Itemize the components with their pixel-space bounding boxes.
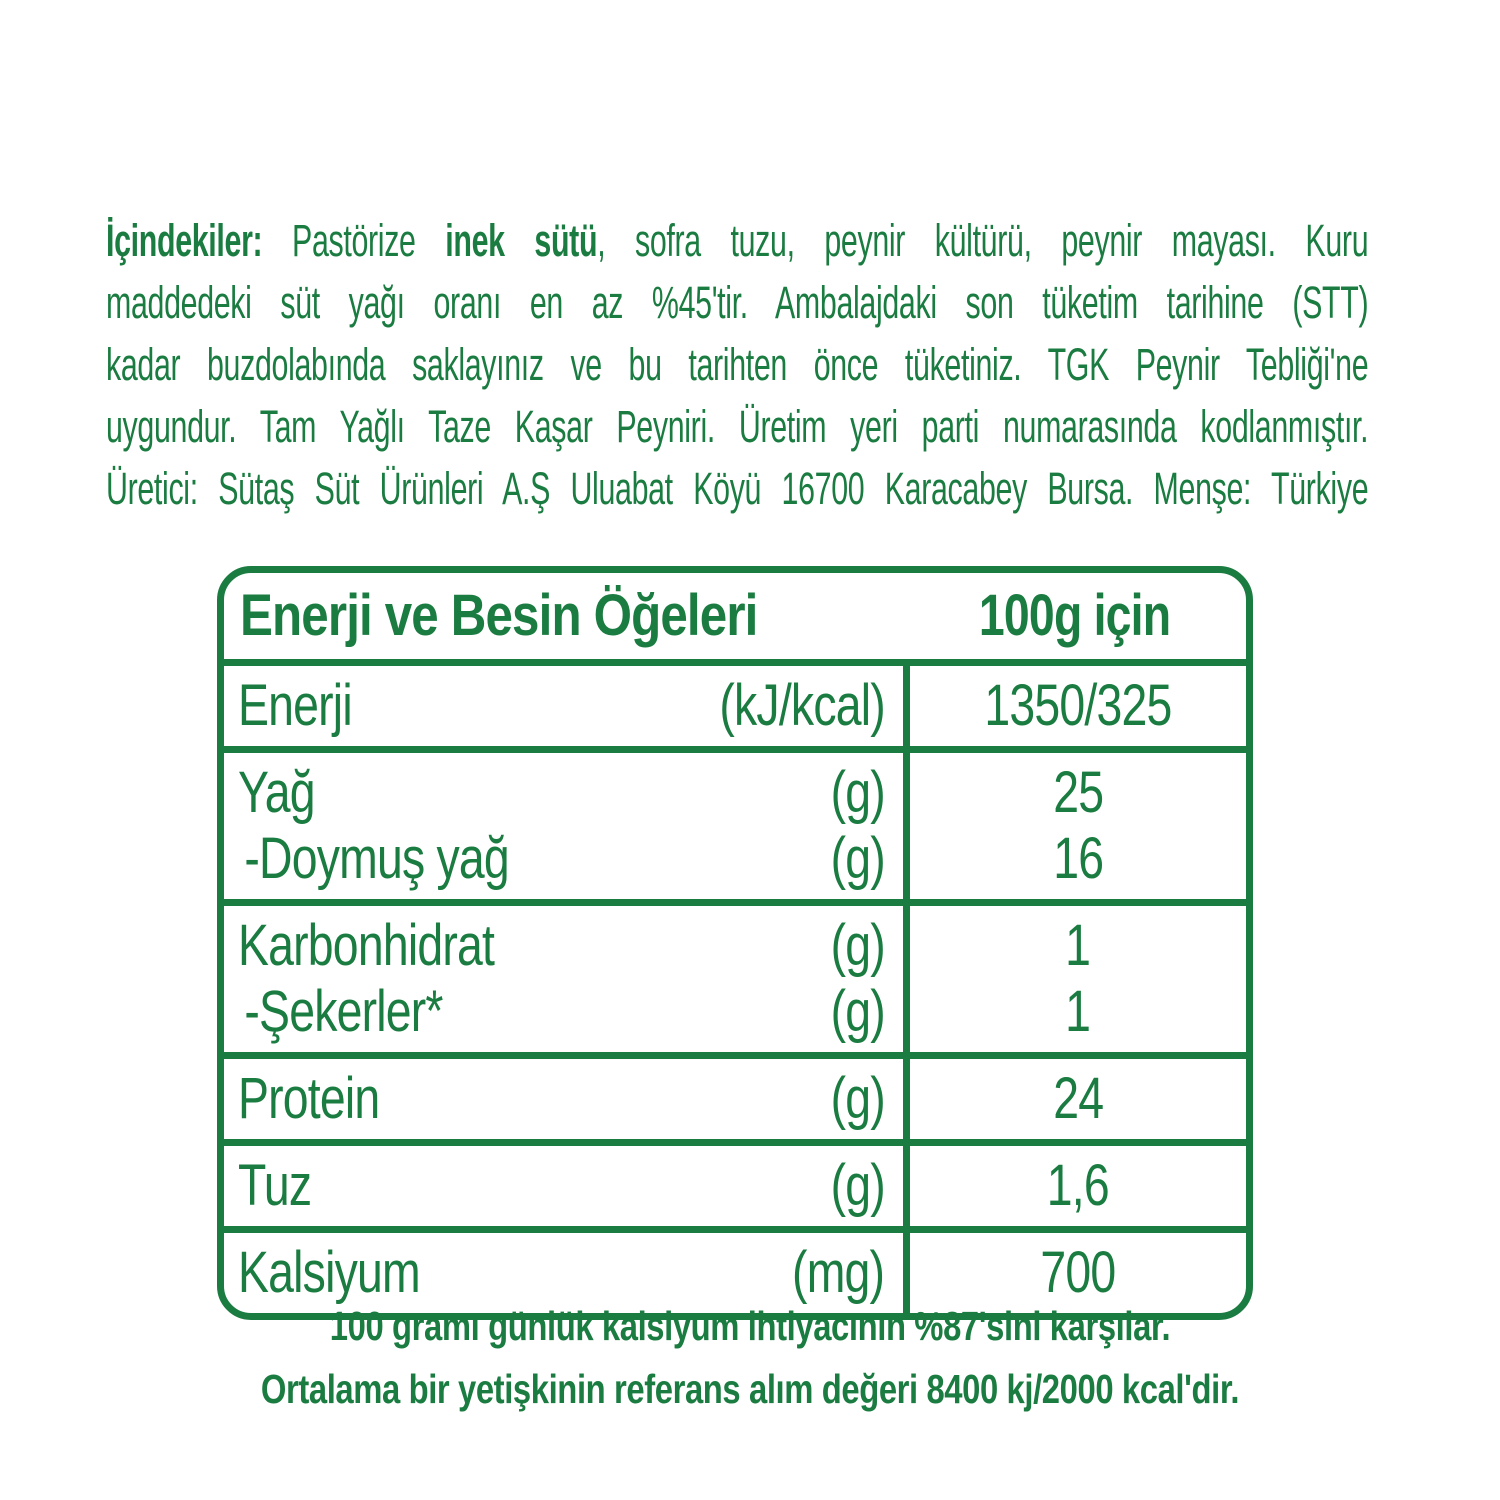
row-label-cell bbox=[224, 906, 903, 1052]
row-unit: (g) bbox=[830, 1153, 885, 1218]
row-line-sub bbox=[238, 979, 885, 1045]
table-header-title bbox=[224, 583, 903, 649]
row-line bbox=[238, 1066, 885, 1132]
ingredients-bold-milk: inek sütü bbox=[445, 215, 598, 266]
table-header-title-text: Enerji ve Besin Öğeleri bbox=[240, 583, 758, 648]
row-unit: (mg) bbox=[792, 1240, 885, 1305]
ingredients-text: Pastörize bbox=[262, 215, 446, 266]
footnote-calcium: 100 gramı günlük kalsiyum ihtiyacının %87'sini karşılar. bbox=[329, 1303, 1171, 1349]
row-label: -Doymuş yağ bbox=[244, 826, 509, 891]
table-row-protein bbox=[224, 1052, 1246, 1139]
row-value-cell bbox=[903, 666, 1246, 746]
row-value-cell bbox=[903, 1233, 1246, 1313]
row-value: 1350/325 bbox=[984, 673, 1172, 738]
ingredients-line-1 bbox=[106, 210, 1368, 272]
ingredients-text: , sofra tuzu, peynir kültürü, peynir mayası. Kuru bbox=[597, 215, 1369, 266]
ingredients-line-5: Üretici: Sütaş Süt Ürünleri A.Ş Uluabat Köyü 16700 Karacabey Bursa. Menşe: Türkiye bbox=[106, 463, 1369, 514]
row-label: -Şekerler* bbox=[244, 979, 443, 1044]
row-label-cell bbox=[224, 1233, 903, 1313]
row-line bbox=[238, 913, 885, 979]
table-header-row bbox=[224, 573, 1246, 659]
ingredients-heading: İçindekiler: bbox=[106, 215, 263, 266]
ingredients-line-3: kadar buzdolabında saklayınız ve bu tarihten önce tüketiniz. TGK Peynir Tebliği'ne bbox=[106, 339, 1369, 390]
table-row-yag bbox=[224, 746, 1246, 899]
row-value: 25 bbox=[1052, 760, 1103, 825]
row-unit: (g) bbox=[830, 826, 885, 891]
table-header-column-text: 100g için bbox=[978, 583, 1170, 648]
row-value: 700 bbox=[1040, 1240, 1116, 1305]
row-unit: (g) bbox=[830, 979, 885, 1044]
ingredients-line-2: maddedeki süt yağı oranı en az %45'tir. Ambalajdaki son tüketim tarihine (STT) bbox=[106, 277, 1369, 328]
row-line bbox=[238, 1240, 885, 1306]
row-unit: (g) bbox=[830, 760, 885, 825]
row-label: Protein bbox=[238, 1066, 380, 1131]
row-value: 1 bbox=[1065, 979, 1091, 1044]
row-label-cell bbox=[224, 753, 903, 899]
row-line bbox=[238, 1153, 885, 1219]
table-header-column bbox=[903, 583, 1246, 649]
row-label-cell bbox=[224, 666, 903, 746]
row-value: 24 bbox=[1052, 1066, 1103, 1131]
row-line bbox=[238, 760, 885, 826]
row-label: Kalsiyum bbox=[238, 1240, 420, 1305]
ingredients-paragraph bbox=[106, 210, 1368, 520]
footnote-reference-intake: Ortalama bir yetişkinin referans alım değeri 8400 kj/2000 kcal'dir. bbox=[260, 1366, 1240, 1412]
row-label: Karbonhidrat bbox=[238, 913, 495, 978]
row-unit: (g) bbox=[830, 913, 885, 978]
row-unit: (kJ/kcal) bbox=[719, 673, 885, 738]
row-line-sub bbox=[238, 826, 885, 892]
row-label: Enerji bbox=[238, 673, 352, 738]
table-row-karbonhidrat bbox=[224, 899, 1246, 1052]
row-value: 16 bbox=[1052, 826, 1103, 891]
table-row-tuz bbox=[224, 1139, 1246, 1226]
table-row-enerji bbox=[224, 659, 1246, 746]
row-value-cell bbox=[903, 906, 1246, 1052]
row-label: Yağ bbox=[238, 760, 315, 825]
row-value: 1 bbox=[1065, 913, 1091, 978]
row-label: Tuz bbox=[238, 1153, 312, 1218]
row-value-cell bbox=[903, 1059, 1246, 1139]
row-value: 1,6 bbox=[1046, 1153, 1109, 1218]
row-value-cell bbox=[903, 1146, 1246, 1226]
row-label-cell bbox=[224, 1146, 903, 1226]
nutrition-table bbox=[217, 566, 1253, 1320]
row-label-cell bbox=[224, 1059, 903, 1139]
ingredients-line-4: uygundur. Tam Yağlı Taze Kaşar Peyniri. Üretim yeri parti numarasında kodlanmıştır. bbox=[106, 401, 1369, 452]
row-line bbox=[238, 673, 885, 739]
row-value-cell bbox=[903, 753, 1246, 899]
row-unit: (g) bbox=[830, 1066, 885, 1131]
table-row-kalsiyum bbox=[224, 1226, 1246, 1313]
